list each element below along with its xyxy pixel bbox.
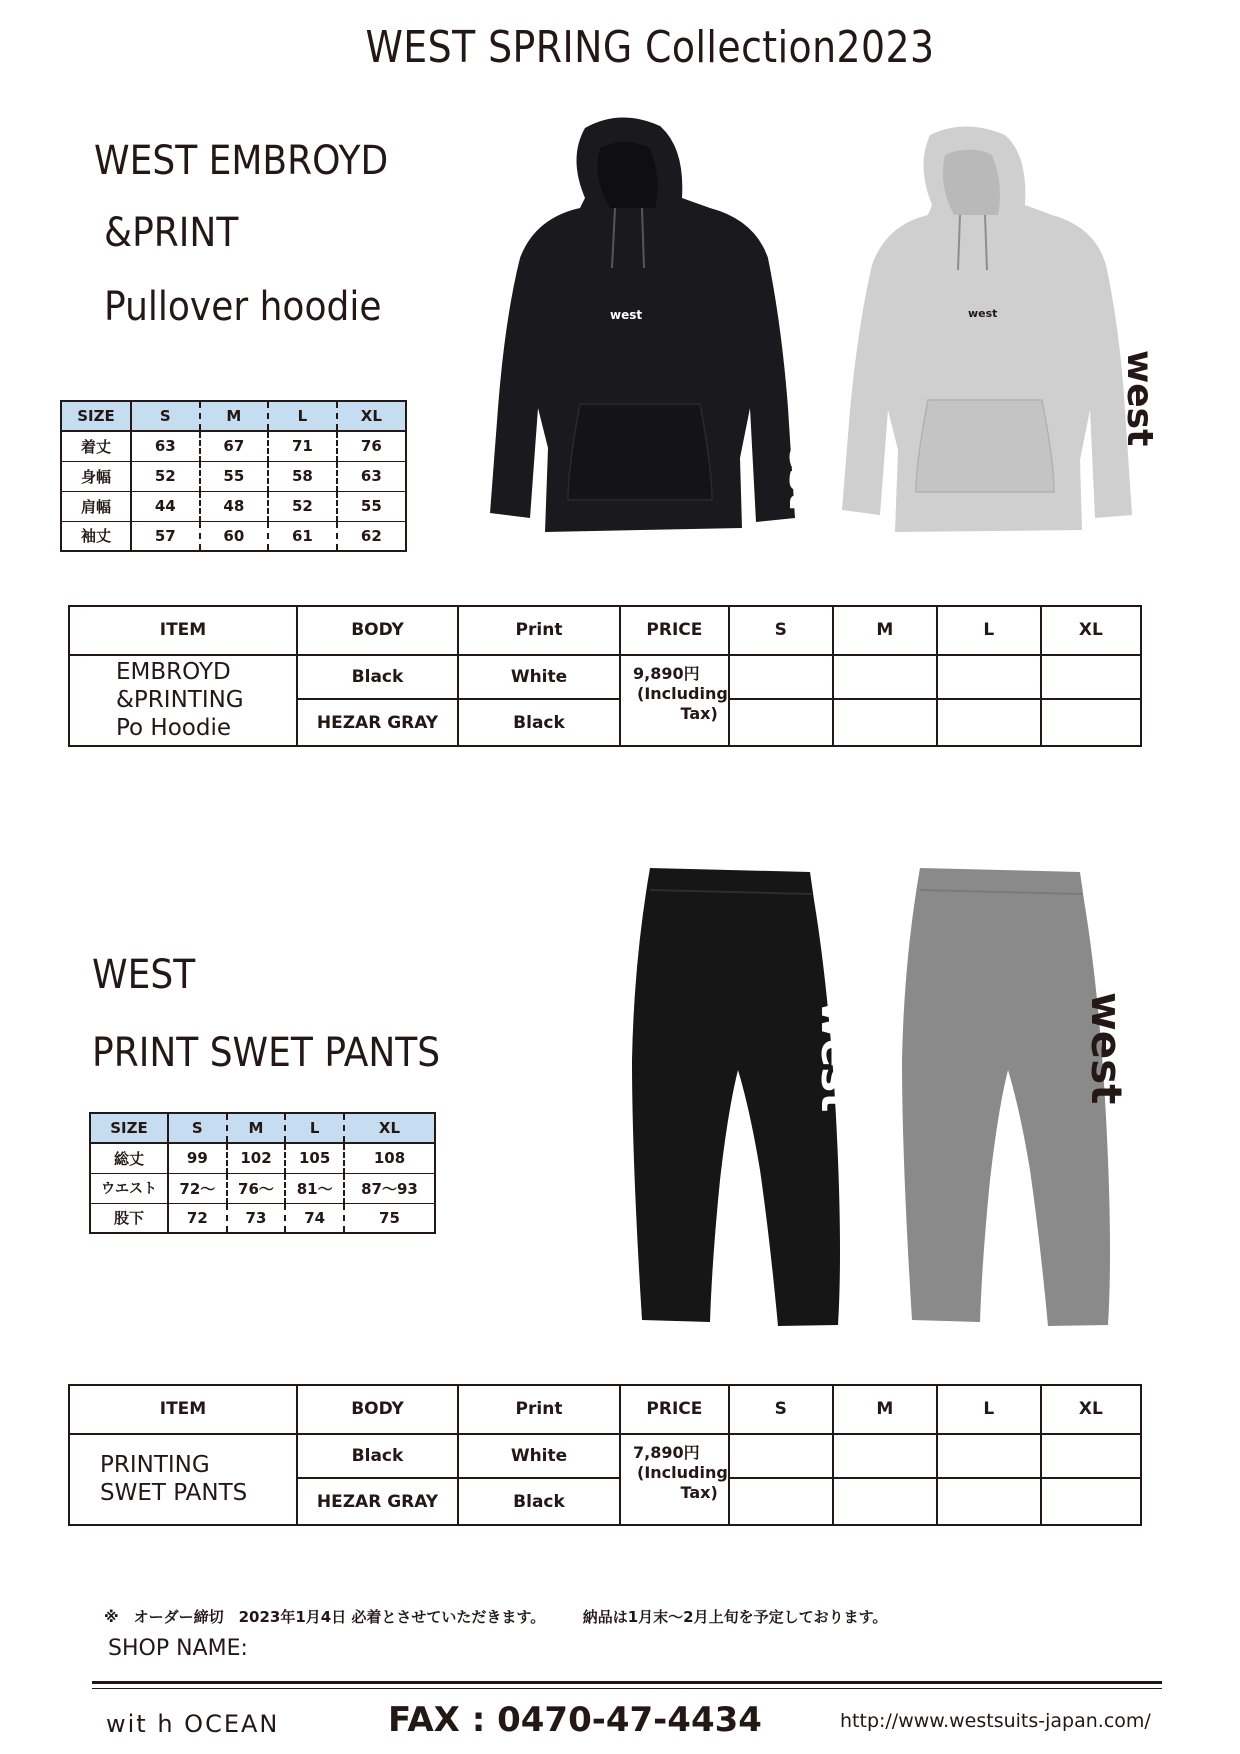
qty-input-m[interactable] bbox=[833, 699, 937, 746]
qty-input-m[interactable] bbox=[833, 655, 937, 700]
hoodie-size-chart bbox=[60, 400, 407, 552]
qty-input-xl[interactable] bbox=[1041, 1478, 1141, 1525]
order-header-row bbox=[69, 1385, 1141, 1434]
order-price bbox=[620, 1434, 729, 1525]
order-header-item: ITEM bbox=[69, 606, 297, 655]
size-chart-row bbox=[61, 461, 406, 491]
size-header-s: S bbox=[168, 1113, 227, 1143]
gray-hoodie-image bbox=[820, 120, 1170, 540]
size-cell: 72 bbox=[168, 1203, 227, 1233]
page-title: WEST SPRING Collection2023 bbox=[365, 22, 935, 73]
price-note: Tax) bbox=[680, 703, 718, 723]
size-cell: 60 bbox=[200, 521, 269, 551]
hoodie-order-table bbox=[68, 605, 1142, 747]
order-body-color: Black bbox=[297, 655, 458, 700]
pants-leg-logo: west bbox=[812, 1000, 861, 1113]
size-header-label: SIZE bbox=[90, 1113, 168, 1143]
size-row-label: 股下 bbox=[90, 1203, 168, 1233]
size-cell: 63 bbox=[131, 431, 200, 461]
size-cell: 76～ bbox=[227, 1173, 286, 1203]
footer-brand: wit h OCEAN bbox=[106, 1710, 280, 1738]
order-header-price: PRICE bbox=[620, 1385, 729, 1434]
price-note: (Including bbox=[637, 1462, 728, 1482]
size-header-l: L bbox=[285, 1113, 344, 1143]
order-header-l: L bbox=[937, 606, 1041, 655]
order-header-m: M bbox=[833, 1385, 937, 1434]
order-item-name bbox=[69, 655, 297, 746]
size-cell: 73 bbox=[227, 1203, 286, 1233]
order-header-s: S bbox=[729, 1385, 833, 1434]
qty-input-l[interactable] bbox=[937, 1478, 1041, 1525]
qty-input-l[interactable] bbox=[937, 655, 1041, 700]
order-deadline-notice: ※ オーダー締切 2023年1月4日 必着とさせていただきます。 納品は1月末～2月上旬を予定しております。 bbox=[104, 1608, 888, 1626]
size-header-xl: XL bbox=[337, 401, 406, 431]
size-cell: 61 bbox=[268, 521, 337, 551]
price-note: (Including bbox=[637, 683, 728, 703]
order-print-color: White bbox=[458, 655, 620, 700]
size-header-l: L bbox=[268, 401, 337, 431]
size-chart-row bbox=[61, 491, 406, 521]
item-name-line: &PRINTING bbox=[116, 687, 244, 714]
order-header-row bbox=[69, 606, 1141, 655]
size-cell: 62 bbox=[337, 521, 406, 551]
qty-input-m[interactable] bbox=[833, 1478, 937, 1525]
size-cell: 63 bbox=[337, 461, 406, 491]
order-header-print: Print bbox=[458, 606, 620, 655]
gray-hoodie-chest-logo: west bbox=[968, 307, 998, 320]
order-print-color: White bbox=[458, 1434, 620, 1479]
order-row-black bbox=[69, 655, 1141, 700]
qty-input-xl[interactable] bbox=[1041, 699, 1141, 746]
gray-pants-leg-logo: west bbox=[1082, 992, 1131, 1105]
size-cell: 71 bbox=[268, 431, 337, 461]
size-cell: 44 bbox=[131, 491, 200, 521]
black-pants-image bbox=[610, 860, 861, 1335]
footer-url[interactable]: http://www.westsuits-japan.com/ bbox=[840, 1710, 1151, 1732]
order-header-s: S bbox=[729, 606, 833, 655]
size-cell: 48 bbox=[200, 491, 269, 521]
size-cell: 57 bbox=[131, 521, 200, 551]
order-header-print: Print bbox=[458, 1385, 620, 1434]
qty-input-xl[interactable] bbox=[1041, 1434, 1141, 1479]
size-cell: 108 bbox=[344, 1143, 435, 1173]
size-row-label: 総丈 bbox=[90, 1143, 168, 1173]
size-cell: 75 bbox=[344, 1203, 435, 1233]
order-row-black bbox=[69, 1434, 1141, 1479]
qty-input-xl[interactable] bbox=[1041, 655, 1141, 700]
pants-size-chart bbox=[89, 1112, 436, 1234]
shop-name-field[interactable] bbox=[258, 1666, 1138, 1667]
pants-name-line-1: WEST bbox=[92, 952, 196, 998]
size-row-label: 袖丈 bbox=[61, 521, 131, 551]
size-cell: 67 bbox=[200, 431, 269, 461]
size-header-label: SIZE bbox=[61, 401, 131, 431]
order-header-item: ITEM bbox=[69, 1385, 297, 1434]
size-header-m: M bbox=[200, 401, 269, 431]
size-header-s: S bbox=[131, 401, 200, 431]
order-print-color: Black bbox=[458, 1478, 620, 1525]
order-body-color: HEZAR GRAY bbox=[297, 699, 458, 746]
price-value: 9,890円 bbox=[633, 663, 700, 683]
size-row-label: 肩幅 bbox=[61, 491, 131, 521]
hoodie-chest-logo: west bbox=[610, 308, 643, 322]
size-row-label: 着丈 bbox=[61, 431, 131, 461]
hoodie-name-line-3: Pullover hoodie bbox=[104, 284, 382, 330]
order-header-body: BODY bbox=[297, 606, 458, 655]
pants-order-table bbox=[68, 1384, 1142, 1526]
price-value: 7,890円 bbox=[633, 1442, 700, 1462]
item-name-line: EMBROYD bbox=[116, 659, 231, 686]
order-print-color: Black bbox=[458, 699, 620, 746]
size-cell: 102 bbox=[227, 1143, 286, 1173]
hoodie-sleeve-logo: west bbox=[781, 408, 825, 510]
pants-name-line-2: PRINT SWET PANTS bbox=[92, 1030, 441, 1076]
gray-hoodie-sleeve-logo: west bbox=[1119, 350, 1160, 447]
order-body-color: Black bbox=[297, 1434, 458, 1479]
size-chart-header-row bbox=[61, 401, 406, 431]
size-chart-header-row bbox=[90, 1113, 435, 1143]
size-cell: 52 bbox=[131, 461, 200, 491]
order-body-color: HEZAR GRAY bbox=[297, 1478, 458, 1525]
item-name-line: Po Hoodie bbox=[116, 715, 232, 742]
size-chart-row bbox=[61, 521, 406, 551]
order-header-xl: XL bbox=[1041, 606, 1141, 655]
size-cell: 52 bbox=[268, 491, 337, 521]
footer-rule-bottom bbox=[92, 1688, 1162, 1689]
size-header-xl: XL bbox=[344, 1113, 435, 1143]
qty-input-s[interactable] bbox=[729, 1478, 833, 1525]
order-header-xl: XL bbox=[1041, 1385, 1141, 1434]
order-price bbox=[620, 655, 729, 746]
qty-input-l[interactable] bbox=[937, 1434, 1041, 1479]
qty-input-l[interactable] bbox=[937, 699, 1041, 746]
qty-input-s[interactable] bbox=[729, 655, 833, 700]
hoodie-name-line-1: WEST EMBROYD bbox=[94, 138, 389, 184]
qty-input-s[interactable] bbox=[729, 1434, 833, 1479]
order-header-body: BODY bbox=[297, 1385, 458, 1434]
size-cell: 72～ bbox=[168, 1173, 227, 1203]
shop-name-label: SHOP NAME: bbox=[108, 1636, 248, 1661]
size-cell: 87～93 bbox=[344, 1173, 435, 1203]
size-cell: 55 bbox=[337, 491, 406, 521]
size-cell: 105 bbox=[285, 1143, 344, 1173]
size-cell: 55 bbox=[200, 461, 269, 491]
size-chart-row bbox=[90, 1203, 435, 1233]
size-row-label: ウエスト bbox=[90, 1173, 168, 1203]
qty-input-m[interactable] bbox=[833, 1434, 937, 1479]
size-cell: 74 bbox=[285, 1203, 344, 1233]
gray-pants-image bbox=[880, 860, 1131, 1335]
size-cell: 58 bbox=[268, 461, 337, 491]
size-header-m: M bbox=[227, 1113, 286, 1143]
order-item-name bbox=[69, 1434, 297, 1525]
size-chart-row bbox=[61, 431, 406, 461]
size-cell: 81～ bbox=[285, 1173, 344, 1203]
item-name-line: PRINTING bbox=[100, 1452, 210, 1479]
size-cell: 76 bbox=[337, 431, 406, 461]
order-header-m: M bbox=[833, 606, 937, 655]
size-row-label: 身幅 bbox=[61, 461, 131, 491]
price-note: Tax) bbox=[680, 1482, 718, 1502]
footer-rule-top bbox=[92, 1681, 1162, 1684]
order-header-l: L bbox=[937, 1385, 1041, 1434]
footer-fax: FAX : 0470-47-4434 bbox=[388, 1700, 762, 1740]
qty-input-s[interactable] bbox=[729, 699, 833, 746]
size-cell: 99 bbox=[168, 1143, 227, 1173]
order-header-price: PRICE bbox=[620, 606, 729, 655]
item-name-line: SWET PANTS bbox=[100, 1480, 248, 1507]
size-chart-row bbox=[90, 1143, 435, 1173]
black-hoodie-image bbox=[450, 108, 845, 556]
size-chart-row bbox=[90, 1173, 435, 1203]
hoodie-name-line-2: &PRINT bbox=[104, 210, 239, 256]
